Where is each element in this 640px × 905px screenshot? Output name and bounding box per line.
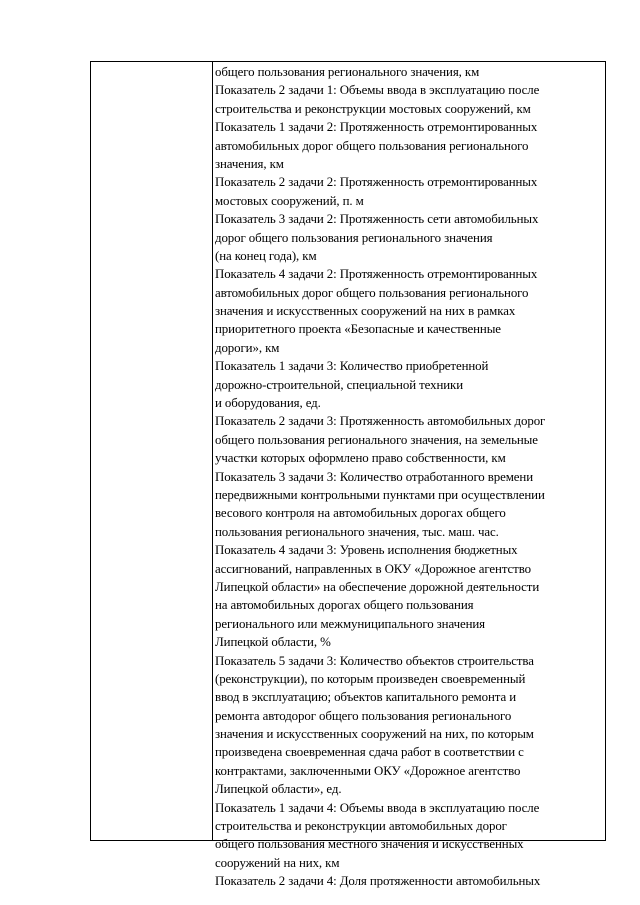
table-left-cell <box>91 62 212 840</box>
text-line: ремонта автодорог общего пользования регионального <box>215 708 512 723</box>
text-line: весового контроля на автомобильных дорогах общего <box>215 506 506 521</box>
text-line: Показатель 1 задачи 4: Объемы ввода в эксплуатацию после <box>215 800 540 815</box>
text-line: Липецкой области, % <box>215 635 331 650</box>
text-line: Показатель 2 задачи 1: Объемы ввода в эксплуатацию после <box>215 83 540 98</box>
text-line: общего пользования местного значения и искусственных <box>215 837 524 852</box>
text-line: сооружений на них, км <box>215 855 340 870</box>
text-line: Показатель 2 задачи 2: Протяженность отремонтированных <box>215 175 538 190</box>
text-line: передвижными контрольными пунктами при осуществлении <box>215 487 545 502</box>
text-line: контрактами, заключенными ОКУ «Дорожное агентство <box>215 763 521 778</box>
text-line: ввод в эксплуатацию; объектов капитального ремонта и <box>215 690 516 705</box>
text-line: строительства и реконструкции мостовых сооружений, км <box>215 101 531 116</box>
text-line: Показатель 1 задачи 2: Протяженность отремонтированных <box>215 120 538 135</box>
text-line: Показатель 2 задачи 3: Протяженность автомобильных дорог <box>215 414 546 429</box>
text-line: Показатель 5 задачи 3: Количество объектов строительства <box>215 653 534 668</box>
text-line: значения и искусственных сооружений на них в рамках <box>215 304 516 319</box>
column-divider <box>212 62 213 840</box>
text-line: строительства и реконструкции автомобильных дорог <box>215 819 507 834</box>
text-line: значения, км <box>215 156 284 171</box>
text-line: произведена своевременная сдача работ в соответствии с <box>215 745 524 760</box>
text-line: автомобильных дорог общего пользования регионального <box>215 138 529 153</box>
indicator-table <box>90 61 606 889</box>
table-right-cell <box>215 63 603 889</box>
text-line: регионального или межмуниципального значения <box>215 616 486 631</box>
text-line: и оборудования, ед. <box>215 396 321 411</box>
text-line: пользования регионального значения, тыс. маш. час. <box>215 524 499 539</box>
text-line: значения и искусственных сооружений на них, по которым <box>215 727 534 742</box>
text-line: дорог общего пользования регионального значения <box>215 230 493 245</box>
text-line: Показатель 4 задачи 3: Уровень исполнения бюджетных <box>215 543 518 558</box>
text-line: (на конец года), км <box>215 248 317 263</box>
text-line: общего пользования регионального значения, км <box>215 65 480 79</box>
text-line: Показатель 4 задачи 2: Протяженность отремонтированных <box>215 267 538 282</box>
text-line: Липецкой области» на обеспечение дорожной деятельности <box>215 579 540 594</box>
text-line: Показатель 1 задачи 3: Количество приобретенной <box>215 359 489 374</box>
text-line: участки которых оформлено право собственности, км <box>215 451 506 466</box>
text-line: общего пользования регионального значения, на земельные <box>215 432 538 447</box>
text-line: дорожно-строительной, специальной техники <box>215 377 464 392</box>
text-line: Показатель 3 задачи 3: Количество отработанного времени <box>215 469 534 484</box>
text-line: мостовых сооружений, п. м <box>215 193 364 208</box>
text-line: (реконструкции), по которым произведен своевременный <box>215 671 526 686</box>
text-line: Показатель 2 задачи 4: Доля протяженности автомобильных <box>215 874 541 889</box>
text-line: дороги», км <box>215 340 280 355</box>
text-line: Показатель 3 задачи 2: Протяженность сети автомобильных <box>215 212 539 227</box>
text-line: Липецкой области», ед. <box>215 782 342 797</box>
text-line: ассигнований, направленных в ОКУ «Дорожное агентство <box>215 561 531 576</box>
text-line: на автомобильных дорогах общего пользования <box>215 598 474 613</box>
text-line: приоритетного проекта «Безопасные и качественные <box>215 322 501 337</box>
text-line: автомобильных дорог общего пользования регионального <box>215 285 529 300</box>
